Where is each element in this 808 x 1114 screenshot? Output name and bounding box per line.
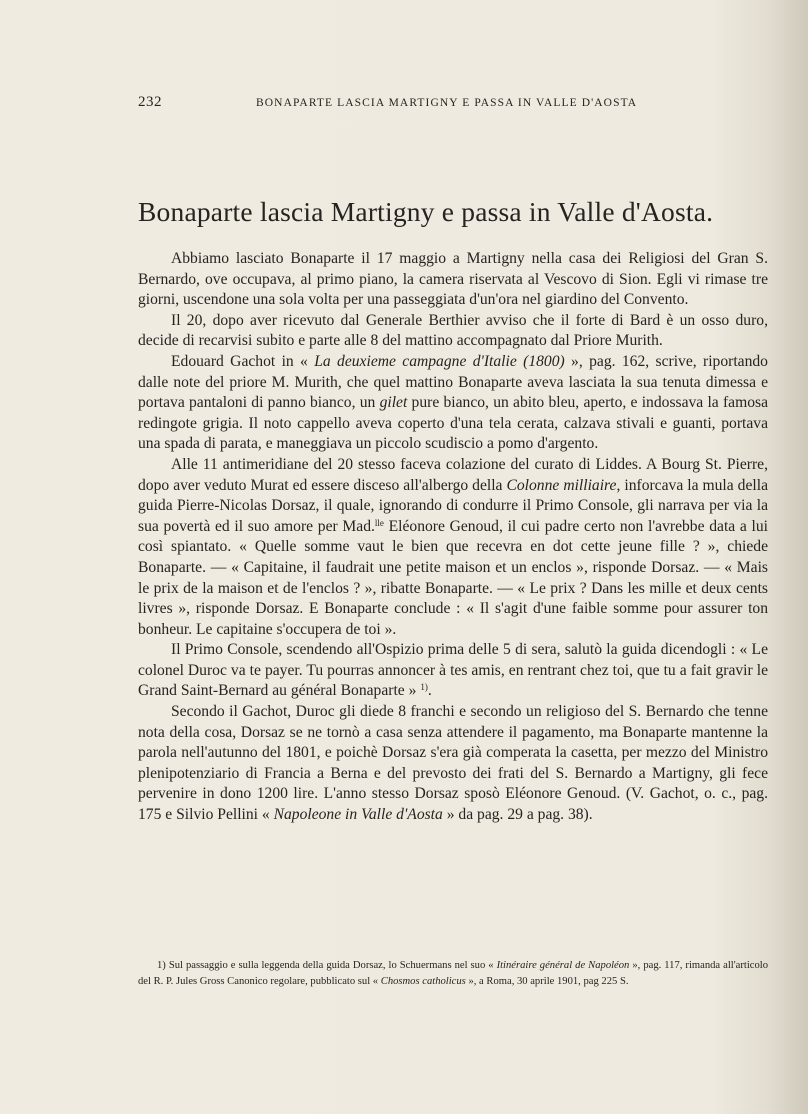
paragraph — [138, 311, 768, 352]
paragraph — [138, 249, 768, 311]
text-run: Abbiamo lasciato Bonaparte il 17 maggio a Martigny nella casa dei Religiosi del Gran S. Bernardo, ove occupava, al primo piano, la camera riservata al Vescovo di Sion. Egli vi rimase tre giorni, uscendone una sola volta per una passeggiata d'un'ora nel giardino del Convento. — [138, 250, 768, 309]
text-run: », a Roma, 30 aprile 1901, pag 225 S. — [465, 975, 629, 987]
text-run: » da pag. 29 a pag. 38). — [442, 806, 593, 824]
text-run: pure bianco, un abito bleu, aperto, e indossava la famosa redingote grigia. Il noto cappello aveva coperto d'una tela cerata, calzava stivali e guanti, portava una spada di parata, e maneggiava un piccolo scudiscio a pomo d'argento. — [138, 394, 768, 453]
text-run: », pag. 162, scrive, riportando dalle note del priore M. Murith, che quel mattino Bonaparte aveva lasciata la sua tenuta dimessa e portava pantaloni di panno bianco, un — [138, 352, 768, 412]
superscript: 1) — [420, 682, 428, 693]
footnotes — [138, 958, 768, 989]
text-run: », pag. 117, rimanda all'articolo del R. P. Jules Gross Canonico regolare, pubblicato sul « — [138, 960, 768, 987]
text-run: 1) Sul passaggio e sulla leggenda della guida Dorsaz, lo Schuermans nel suo « — [157, 960, 497, 971]
page-header — [138, 94, 768, 111]
italic-text: Itinéraire général de Napoléon — [496, 960, 630, 971]
text-run: , inforcava la mula della guida Pierre-Nicolas Dorsaz, il quale, ignorando di condurre il Primo Console, gli narrava per via la sua povertà ed il suo amore per Mad. — [138, 476, 768, 535]
text-run: Il 20, dopo aver ricevuto dal Generale Berthier avviso che il forte di Bard è un osso duro, decide di recarvisi subito e parte alle 8 del mattino accompagnato dal Priore Murith. — [138, 311, 768, 350]
text-run: Edouard Gachot in « — [171, 352, 315, 370]
superscript: lle — [374, 517, 384, 528]
chapter-title: Bonaparte lascia Martigny e passa in Valle d'Aosta. — [138, 196, 714, 227]
paragraph — [138, 640, 768, 702]
body-text — [138, 249, 768, 826]
italic-text: Colonne milliaire — [506, 476, 617, 494]
italic-text: gilet — [379, 394, 408, 412]
paragraph — [138, 455, 768, 640]
paragraph — [138, 352, 768, 455]
page-number: 232 — [138, 94, 162, 110]
footnote — [138, 958, 768, 989]
italic-text: Chosmos catholicus — [380, 975, 466, 987]
italic-text: Napoleone in Valle d'Aosta — [273, 806, 443, 824]
text-run: Il Primo Console, scendendo all'Ospizio prima delle 5 di sera, salutò la guida dicendogli : « Le colonel Duroc va te payer. Tu pourras annoncer à tes amis, en rentrant chez toi, que tu a fait gravir le Grand Saint-Bernard au général Bonaparte » — [138, 641, 768, 700]
italic-text: La deuxieme campagne d'Italie (1800) — [314, 352, 565, 370]
text-run: Eléonore Genoud, il cui padre certo non l'avrebbe data a lui così spiantato. « Quelle somme vaut le bien que recevra en dot cette jeune fille ? », chiede Bonaparte. — « Capitaine, il faudrait une petite maison et un enclos », risponde Dorsaz. — « Mais le prix de la maison et de l'enclos ? », ribatte Bonaparte. — « Le prix ? Dans les mille et deux cents livres », risponde Dorsaz. E Bonaparte conclude : « Il s'agit d'une faible somme pour assurer ton bonheur. Le capitaine s'occupera de toi ». — [138, 517, 768, 638]
paragraph — [138, 702, 768, 826]
running-head: BONAPARTE LASCIA MARTIGNY E PASSA IN VALLE D'AOSTA — [256, 97, 638, 109]
text-run: . — [427, 682, 432, 700]
text-run: Alle 11 antimeridiane del 20 stesso faceva colazione del curato di Liddes. A Bourg St. Pierre, dopo aver veduto Murat ed essere disceso all'albergo della — [138, 455, 768, 494]
text-run: Secondo il Gachot, Duroc gli diede 8 franchi e secondo un religioso del S. Bernardo che tenne nota della cosa, Dorsaz se ne tornò a casa senza attendere il pagamento, ma Bonaparte mantenne la parola nell'autunno del 1801, e poichè Dorsaz s'era già comperata la casetta, per mezzo del Ministro plenipotenziario di Francia a Berna e del prevosto dei frati del S. Bernardo a Martigny, gli fece pervenire in dono 1200 lire. L'anno stesso Dorsaz sposò Eléonore Genoud. (V. Gachot, o. c., pag. 175 e Silvio Pellini « — [138, 703, 768, 824]
